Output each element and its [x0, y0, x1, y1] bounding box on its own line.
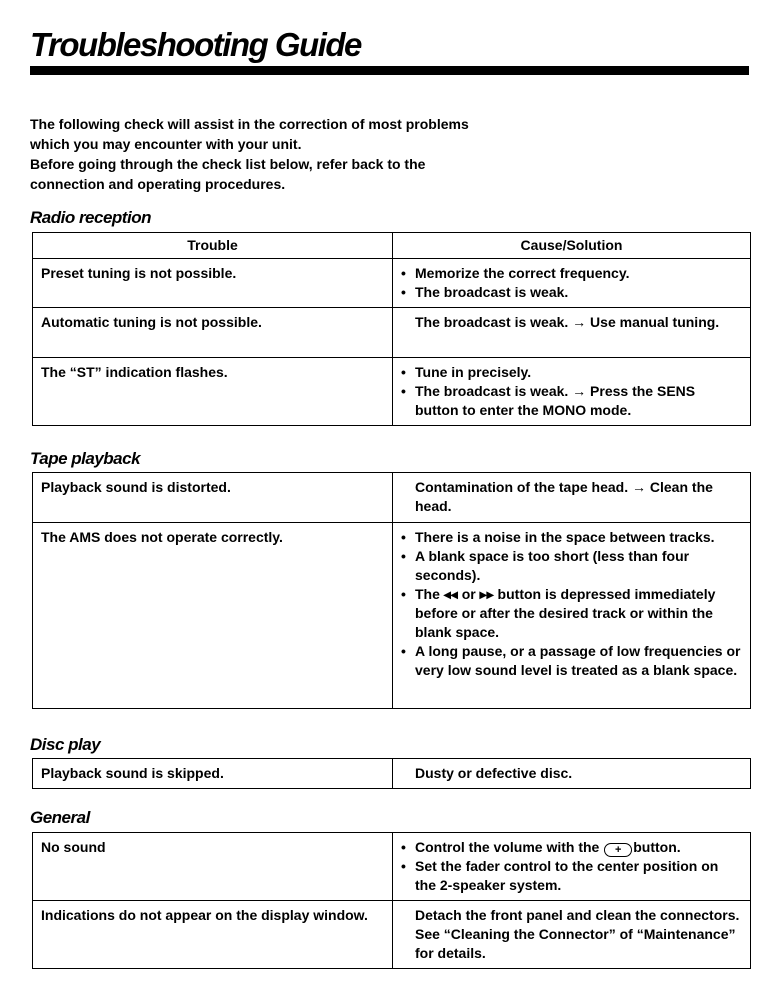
cause-cell: [393, 901, 751, 969]
cause-bullet: • Tune in precisely.: [401, 363, 742, 382]
radio-table: [32, 232, 751, 426]
trouble-cell: Playback sound is distorted.: [33, 473, 393, 523]
intro-line: The following check will assist in the correction of most problems: [30, 116, 469, 132]
intro-line: which you may encounter with your unit.: [30, 136, 302, 152]
general-table: [32, 832, 751, 969]
table-row: [33, 901, 751, 969]
trouble-cell: Playback sound is skipped.: [33, 759, 393, 789]
volume-plus-icon: +: [604, 843, 632, 857]
cause-cell: [393, 833, 751, 901]
header-trouble: Trouble: [33, 233, 393, 259]
table-row: [33, 259, 751, 308]
title-rule: [30, 66, 749, 75]
cause-bullet: • The ◂◂ or ▸▸ button is depressed immediately before or after the desired track or within the blank space.: [401, 585, 742, 642]
table-row: [33, 473, 751, 523]
trouble-cell: The AMS does not operate correctly.: [33, 523, 393, 709]
table-row: [33, 308, 751, 358]
table-row: [33, 759, 751, 789]
cause-text: Dusty or defective disc.: [415, 765, 573, 781]
intro-paragraph: [30, 114, 550, 194]
cause-cell: [393, 358, 751, 426]
trouble-cell: No sound: [33, 833, 393, 901]
cause-bullet: [401, 838, 742, 857]
intro-line: connection and operating procedures.: [30, 176, 286, 192]
cause-cell: [393, 473, 751, 523]
section-title-disc: Disc play: [30, 735, 101, 754]
cause-cell: [393, 759, 751, 789]
trouble-cell: The “ST” indication flashes.: [33, 358, 393, 426]
header-cause: Cause/Solution: [393, 233, 751, 259]
cause-text: Contamination of the tape head. → Clean the head.: [415, 479, 713, 514]
table-row: [33, 523, 751, 709]
trouble-cell: Preset tuning is not possible.: [33, 259, 393, 308]
cause-text: The broadcast is weak. → Use manual tuning.: [415, 314, 720, 330]
cause-text: Control the volume with the: [415, 839, 600, 855]
section-title-general: General: [30, 808, 90, 827]
page-title: Troubleshooting Guide: [30, 26, 361, 63]
cause-cell: [393, 308, 751, 358]
cause-cell: [393, 259, 751, 308]
cause-text: button.: [633, 839, 681, 855]
cause-bullet: • The broadcast is weak.: [401, 283, 742, 302]
table-row: [33, 358, 751, 426]
cause-cell: [393, 523, 751, 709]
disc-table: [32, 758, 751, 789]
cause-bullet: • A long pause, or a passage of low frequencies or very low sound level is treated as a blank space.: [401, 642, 742, 680]
section-title-radio: Radio reception: [30, 208, 151, 227]
cause-bullet: • There is a noise in the space between tracks.: [401, 528, 742, 547]
cause-bullet: • Set the fader control to the center position on the 2-speaker system.: [401, 857, 742, 895]
cause-text: Detach the front panel and clean the connectors. See “Cleaning the Connector” of “Maintenance” for details.: [415, 907, 740, 961]
intro-line: Before going through the check list below, refer back to the: [30, 156, 426, 172]
cause-bullet: • A blank space is too short (less than four seconds).: [401, 547, 742, 585]
section-title-tape: Tape playback: [30, 449, 141, 468]
cause-bullet: • The broadcast is weak. → Press the SENS button to enter the MONO mode.: [401, 382, 742, 420]
trouble-cell: Indications do not appear on the display window.: [33, 901, 393, 969]
table-header-row: [33, 233, 751, 259]
trouble-cell: Automatic tuning is not possible.: [33, 308, 393, 358]
cause-bullet: • Memorize the correct frequency.: [401, 264, 742, 283]
table-row: [33, 833, 751, 901]
tape-table: [32, 472, 751, 709]
